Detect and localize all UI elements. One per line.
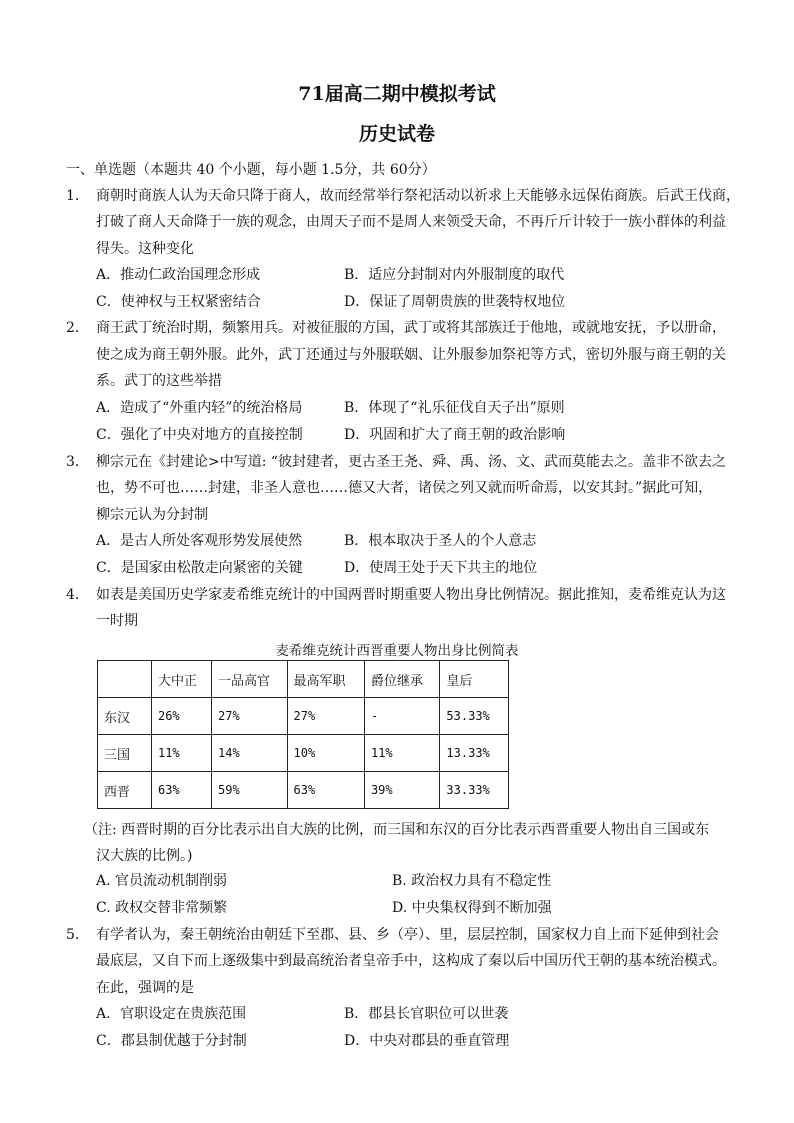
question-4-option-c: C. 政权交替非常频繁 [96, 900, 228, 916]
question-4-option-b: B. 政治权力具有不稳定性 [392, 873, 552, 889]
question-3-number: 3． [66, 454, 89, 470]
question-1-line-1: 商朝时商族人认为天命只降于商人，故而经常举行祭祀活动以祈求上天能够永远保佑商族。后武王伐商， [96, 188, 740, 204]
table-cell: 26% [151, 698, 211, 735]
table-cell: 11% [364, 735, 439, 772]
table-row-label: 东汉 [98, 698, 152, 735]
question-4-line-1: 如表是美国历史学家麦希维克统计的中国两晋时期重要人物出身比例情况。据此推知，麦希维克认为这 [96, 587, 726, 603]
question-5-line-1: 有学者认为，秦王朝统治由朝廷下至郡、县、乡（亭）、里，层层控制，国家权力自上而下延伸到社会 [96, 927, 719, 943]
table-header-cell [98, 661, 152, 698]
section-heading: 一、单选题（本题共 40 个小题，每小题 1.5分，共 60分） [66, 162, 436, 178]
exam-subtitle: 历史试卷 [358, 123, 435, 145]
table-row-label: 三国 [98, 735, 152, 772]
table-cell: 63% [287, 772, 364, 809]
exam-title: 71届高二期中模拟考试 [298, 83, 496, 105]
question-1-option-c: C．使神权与王权紧密结合 [96, 294, 261, 310]
table-caption: 麦希维克统计西晋重要人物出身比例简表 [275, 643, 519, 659]
table-note-line-1: （注: 西晋时期的百分比表示出自大族的比例，而三国和东汉的百分比表示西晋重要人物出自三国或东 [84, 822, 710, 838]
table-cell: - [364, 698, 439, 735]
question-4-number: 4． [66, 587, 89, 603]
question-1-option-a: A．推动仁政治国理念形成 [96, 267, 261, 283]
question-1-option-b: B．适应分封制对内外服制度的取代 [344, 267, 565, 283]
question-5-option-b: B．郡县长官职位可以世袭 [344, 1006, 509, 1022]
question-5-option-a: A．官职设定在贵族范围 [96, 1006, 247, 1022]
question-3-option-d: D．使周王处于天下共主的地位 [344, 560, 538, 576]
question-3-option-b: B．根本取决于圣人的个人意志 [344, 533, 537, 549]
question-2-line-2: 使之成为商王朝外服。此外，武丁还通过与外服联姻、让外服参加祭祀等方式，密切外服与商王朝的关 [96, 347, 726, 363]
table-cell: 27% [287, 698, 364, 735]
table-cell: 13.33% [440, 735, 509, 772]
table-header-cell: 一品高官 [212, 661, 287, 698]
question-1-option-d: D．保证了周朝贵族的世袭特权地位 [344, 294, 566, 310]
table-header-cell: 最高军职 [287, 661, 364, 698]
table-row [98, 772, 509, 809]
table-cell: 39% [364, 772, 439, 809]
question-2-line-3: 系。武丁的这些举措 [96, 373, 222, 389]
question-2-number: 2． [66, 320, 89, 336]
question-3-line-2: 也，势不可也……封建，非圣人意也……德又大者，诸侯之列又就而听命焉，以安其封。”据此可知， [96, 480, 713, 496]
question-5-line-3: 在此，强调的是 [96, 980, 194, 996]
question-2-option-b: B．体现了“礼乐征伐自天子出”原则 [344, 400, 565, 416]
question-1-line-3: 得失。这种变化 [96, 241, 194, 257]
table-cell: 10% [287, 735, 364, 772]
question-1-line-2: 打破了商人天命降于一族的观念，由周天子而不是周人来领受天命，不再斤斤计较于一族小群体的利益 [96, 214, 726, 230]
table-cell: 14% [212, 735, 287, 772]
table-cell: 11% [151, 735, 211, 772]
table-note-line-2: 汉大族的比例。) [96, 848, 193, 864]
table-row [98, 698, 509, 735]
table-header-row [98, 661, 509, 698]
question-3-option-a: A．是古人所处客观形势发展使然 [96, 533, 303, 549]
table-row-label: 西晋 [98, 772, 152, 809]
table-header-cell: 皇后 [440, 661, 509, 698]
question-2-option-d: D．巩固和扩大了商王朝的政治影响 [344, 427, 566, 443]
question-5-option-d: D．中央对郡县的垂直管理 [344, 1033, 510, 1049]
table-header-cell: 爵位继承 [364, 661, 439, 698]
question-2-line-1: 商王武丁统治时期，频繁用兵。对被征服的方国，武丁或将其部族迁于他地，或就地安抚，予以册命， [96, 320, 726, 336]
table-cell: 27% [212, 698, 287, 735]
table-cell: 63% [151, 772, 211, 809]
table-cell: 33.33% [440, 772, 509, 809]
origin-ratio-table [97, 660, 509, 809]
table-cell: 59% [212, 772, 287, 809]
table-row [98, 735, 509, 772]
question-2-option-c: C．强化了中央对地方的直接控制 [96, 427, 303, 443]
question-4-line-2: 一时期 [96, 613, 138, 629]
question-4-option-a: A. 官员流动机制削弱 [96, 873, 228, 889]
table-cell: 53.33% [440, 698, 509, 735]
question-4-option-d: D. 中央集权得到不断加强 [392, 900, 552, 916]
question-5-number: 5． [66, 927, 89, 943]
question-3-line-1: 柳宗元在《封建论>中写道: “彼封建者，更古圣王尧、舜、禹、汤、文、武而莫能去之。盖非不欲去之 [96, 454, 727, 470]
question-5-line-2: 最底层，又自下而上逐级集中到最高统治者皇帝手中，这构成了秦以后中国历代王朝的基本统治模式。 [96, 953, 726, 969]
question-3-option-c: C．是国家由松散走向紧密的关键 [96, 560, 303, 576]
question-3-line-3: 柳宗元认为分封制 [96, 507, 208, 523]
question-2-option-a: A．造成了“外重内轻”的统治格局 [96, 400, 303, 416]
question-1-number: 1． [66, 188, 89, 204]
table-header-cell: 大中正 [151, 661, 211, 698]
question-5-option-c: C．郡县制优越于分封制 [96, 1033, 247, 1049]
